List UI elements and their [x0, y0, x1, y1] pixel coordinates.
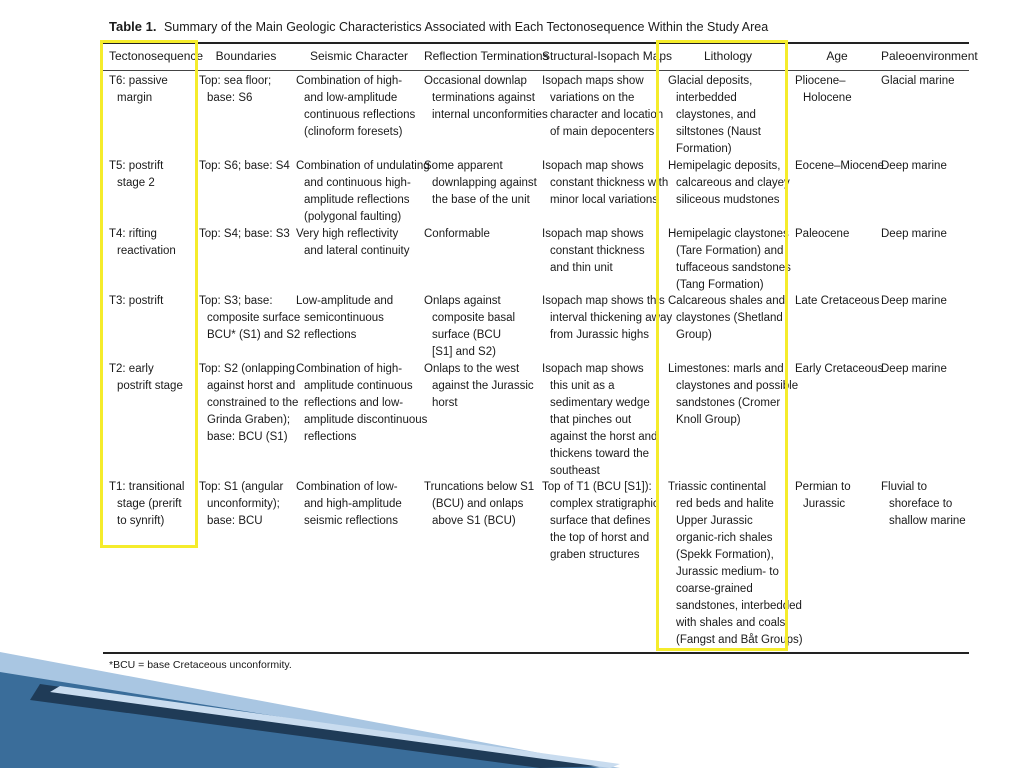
cell-line: horst — [432, 397, 458, 409]
table-cell — [109, 479, 195, 530]
cell-line: Low-amplitude and — [296, 295, 394, 307]
table-cell — [881, 73, 969, 90]
cell-line: Top: S3; base: — [199, 295, 273, 307]
cell-line: constrained to the — [207, 397, 299, 409]
decorative-ribbon — [0, 640, 620, 768]
table-cell — [795, 361, 884, 378]
table-cell — [795, 226, 879, 243]
cell-line: against the horst and — [550, 431, 658, 443]
cell-line: interbedded — [676, 92, 737, 104]
cell-line: Onlaps against — [424, 295, 501, 307]
table-cell — [668, 293, 788, 344]
cell-line: sandstones (Cromer — [676, 397, 781, 409]
table-cell — [109, 361, 195, 395]
cell-line: claystones (Shetland — [676, 312, 783, 324]
table-cell — [668, 73, 788, 158]
cell-line: Formation) — [676, 143, 732, 155]
column-header: Structural-Isopach Maps — [542, 49, 673, 63]
cell-line: thickens toward the — [550, 448, 650, 460]
cell-line: Very high reflectivity — [296, 228, 399, 240]
table-cell — [424, 479, 540, 530]
column-header: Reflection Terminations — [424, 49, 549, 63]
cell-line: coarse-grained — [676, 583, 753, 595]
cell-line: minor local variations — [550, 194, 659, 206]
cell-line: reflections — [304, 329, 357, 341]
cell-line: tuffaceous sandstones — [676, 262, 791, 274]
column-header: Age — [826, 49, 848, 63]
cell-line: amplitude reflections — [304, 194, 410, 206]
cell-line: T2: early — [109, 363, 154, 375]
cell-line: and lateral continuity — [304, 245, 410, 257]
cell-line: T5: postrift — [109, 160, 164, 172]
cell-line: Onlaps to the west — [424, 363, 520, 375]
cell-line: Grinda Graben); — [207, 414, 291, 426]
cell-line: Glacial marine — [881, 75, 955, 87]
cell-line: seismic reflections — [304, 515, 398, 527]
table-cell — [109, 226, 195, 260]
table-footnote: *BCU = base Cretaceous unconformity. — [109, 659, 292, 671]
cell-line: (Spekk Formation), — [676, 549, 774, 561]
cell-line: and thin unit — [550, 262, 613, 274]
cell-line: T1: transitional — [109, 481, 185, 493]
cell-line: Hemipelagic claystones — [668, 228, 789, 240]
cell-line: and high-amplitude — [304, 498, 402, 510]
cell-line: against the Jurassic — [432, 380, 534, 392]
cell-line: Jurassic — [803, 498, 846, 510]
table-cell — [795, 479, 879, 513]
cell-line: Isopach map shows this — [542, 295, 665, 307]
table-cell — [199, 293, 301, 344]
cell-line: reflections — [304, 431, 357, 443]
cell-line: complex stratigraphic — [550, 498, 659, 510]
table-cell — [542, 293, 673, 344]
cell-line: graben structures — [550, 549, 640, 561]
cell-line: surface (BCU — [432, 329, 502, 341]
cell-line: Conformable — [424, 228, 490, 240]
cell-line: reactivation — [117, 245, 176, 257]
cell-line: (clinoform foresets) — [304, 126, 403, 138]
cell-line: character and location — [550, 109, 664, 121]
cell-line: Combination of high- — [296, 363, 403, 375]
cell-line: T3: postrift — [109, 295, 164, 307]
cell-line: Upper Jurassic — [676, 515, 753, 527]
cell-line: Top: sea floor; — [199, 75, 272, 87]
cell-line: Top: S4; base: S3 — [199, 228, 290, 240]
cell-line: (Tare Formation) and — [676, 245, 784, 257]
column-header: Seismic Character — [309, 49, 409, 63]
cell-line: (polygonal faulting) — [304, 211, 402, 223]
table-cell — [542, 158, 669, 209]
table-caption: Summary of the Main Geologic Characteristics Associated with Each Tectonosequence Within the Study Area — [163, 20, 769, 34]
table-cell — [542, 73, 664, 141]
cell-line: unconformity); — [207, 498, 280, 510]
cell-line: Deep marine — [881, 295, 947, 307]
cell-line: Holocene — [803, 92, 852, 104]
table-cell — [668, 226, 791, 294]
cell-line: terminations against — [432, 92, 535, 104]
cell-line: base: BCU — [207, 515, 263, 527]
cell-line: shoreface to — [889, 498, 953, 510]
cell-line: Combination of low- — [296, 481, 398, 493]
cell-line: and continuous high- — [304, 177, 411, 189]
cell-line: Top: S6; base: S4 — [199, 160, 290, 172]
table-cell — [668, 361, 799, 429]
cell-line: of main depocenters — [550, 126, 655, 138]
cell-line: (Tang Formation) — [676, 279, 764, 291]
cell-line: the base of the unit — [432, 194, 530, 206]
cell-line: base: BCU (S1) — [207, 431, 288, 443]
cell-line: amplitude discontinuous — [304, 414, 428, 426]
cell-line: base: S6 — [207, 92, 253, 104]
cell-line: Top: S1 (angular — [199, 481, 284, 493]
cell-line: semicontinuous — [304, 312, 384, 324]
cell-line: Late Cretaceous — [795, 295, 880, 307]
cell-line: sandstones, interbedded — [676, 600, 802, 612]
table-cell — [296, 226, 422, 260]
table-cell — [296, 158, 430, 226]
cell-line: sedimentary wedge — [550, 397, 650, 409]
cell-line: and low-amplitude — [304, 92, 398, 104]
cell-line: Truncations below S1 — [424, 481, 535, 493]
cell-line: Isopach map shows — [542, 363, 644, 375]
table-cell — [542, 361, 656, 480]
cell-line: claystones, and — [676, 109, 756, 121]
cell-line: composite basal — [432, 312, 516, 324]
cell-line: southeast — [550, 465, 600, 477]
table-cell — [668, 479, 803, 649]
cell-line: Early Cretaceous — [795, 363, 884, 375]
cell-line: downlapping against — [432, 177, 537, 189]
cell-line: this unit as a — [550, 380, 615, 392]
cell-line: Occasional downlap — [424, 75, 527, 87]
table-cell — [881, 479, 969, 530]
table-cell — [109, 293, 195, 310]
cell-line: interval thickening away — [550, 312, 673, 324]
table-cell — [199, 73, 293, 107]
table-cell — [795, 293, 879, 310]
cell-line: Knoll Group) — [676, 414, 741, 426]
table-cell — [668, 158, 788, 209]
cell-line: Some apparent — [424, 160, 503, 172]
cell-line: the top of horst and — [550, 532, 650, 544]
cell-line: to synrift) — [117, 515, 165, 527]
cell-line: margin — [117, 92, 153, 104]
cell-line: Top of T1 (BCU [S1]): — [542, 481, 652, 493]
cell-line: postrift stage — [117, 380, 183, 392]
cell-line: internal unconformities — [432, 109, 548, 121]
table-cell — [199, 479, 293, 530]
cell-line: composite surface — [207, 312, 301, 324]
table-cell — [424, 293, 540, 361]
cell-line: Combination of undulating — [296, 160, 430, 172]
cell-line: stage 2 — [117, 177, 155, 189]
table-cell — [296, 479, 422, 530]
table-cell — [296, 73, 422, 141]
column-header: Boundaries — [215, 49, 277, 63]
cell-line: T4: rifting — [109, 228, 157, 240]
column-header: Lithology — [703, 49, 753, 63]
column-header: Tectonosequence — [109, 49, 204, 63]
table-cell — [795, 73, 879, 107]
cell-line: Isopach map shows — [542, 160, 644, 172]
cell-line: Combination of high- — [296, 75, 403, 87]
table-cell — [881, 361, 969, 378]
table-cell — [881, 158, 969, 175]
cell-line: shallow marine — [889, 515, 966, 527]
cell-line: Fluvial to — [881, 481, 928, 493]
table-cell — [109, 158, 195, 192]
cell-line: claystones and possible — [676, 380, 799, 392]
cell-line: Glacial deposits, — [668, 75, 753, 87]
cell-line: variations on the — [550, 92, 635, 104]
cell-line: from Jurassic highs — [550, 329, 650, 341]
cell-line: Isopach maps show — [542, 75, 644, 87]
table-cell — [199, 158, 293, 175]
table-cell — [424, 226, 540, 243]
cell-line: above S1 (BCU) — [432, 515, 516, 527]
cell-line: BCU* (S1) and S2 — [207, 329, 301, 341]
cell-line: siliceous mudstones — [676, 194, 780, 206]
table-cell — [109, 73, 195, 107]
column-header: Paleoenvironment — [881, 49, 978, 63]
cell-line: Eocene–Miocene — [795, 160, 884, 172]
table-title — [109, 19, 768, 34]
cell-line: Group) — [676, 329, 712, 341]
cell-line: Triassic continental — [668, 481, 767, 493]
cell-line: T6: passive — [109, 75, 168, 87]
cell-line: Deep marine — [881, 160, 947, 172]
table-cell — [795, 158, 884, 175]
cell-line: Top: S2 (onlapping — [199, 363, 295, 375]
header-rule — [103, 70, 969, 71]
cell-line: Paleocene — [795, 228, 850, 240]
cell-line: constant thickness with — [550, 177, 669, 189]
cell-line: surface that defines — [550, 515, 651, 527]
cell-line: continuous reflections — [304, 109, 416, 121]
cell-line: amplitude continuous — [304, 380, 413, 392]
top-rule — [103, 42, 969, 44]
table-cell — [199, 361, 299, 446]
cell-line: constant thickness — [550, 245, 645, 257]
cell-line: Limestones: marls and — [668, 363, 784, 375]
table-label: Table 1. — [109, 19, 157, 34]
cell-line: that pinches out — [550, 414, 632, 426]
cell-line: Isopach map shows — [542, 228, 644, 240]
cell-line: stage (prerift — [117, 498, 182, 510]
cell-line: with shales and coals — [676, 617, 786, 629]
cell-line: [S1] and S2) — [432, 346, 496, 358]
cell-line: Deep marine — [881, 363, 947, 375]
table-cell — [296, 293, 422, 344]
cell-line: Hemipelagic deposits, — [668, 160, 781, 172]
cell-line: Pliocene– — [795, 75, 846, 87]
cell-line: against horst and — [207, 380, 296, 392]
table-cell — [542, 479, 659, 564]
cell-line: (BCU) and onlaps — [432, 498, 524, 510]
cell-line: (Fangst and Båt Groups) — [676, 634, 803, 646]
cell-line: Jurassic medium- to — [676, 566, 779, 578]
table-cell — [424, 158, 540, 209]
cell-line: calcareous and clayey — [676, 177, 790, 189]
cell-line: Deep marine — [881, 228, 947, 240]
cell-line: siltstones (Naust — [676, 126, 762, 138]
table-cell — [881, 293, 969, 310]
cell-line: organic-rich shales — [676, 532, 773, 544]
table-cell — [424, 361, 540, 412]
cell-line: Permian to — [795, 481, 851, 493]
table-cell — [881, 226, 969, 243]
cell-line: red beds and halite — [676, 498, 774, 510]
table-cell — [296, 361, 428, 446]
cell-line: reflections and low- — [304, 397, 404, 409]
table-cell — [199, 226, 293, 243]
cell-line: Calcareous shales and — [668, 295, 785, 307]
table-cell — [542, 226, 656, 277]
table-cell — [424, 73, 548, 124]
